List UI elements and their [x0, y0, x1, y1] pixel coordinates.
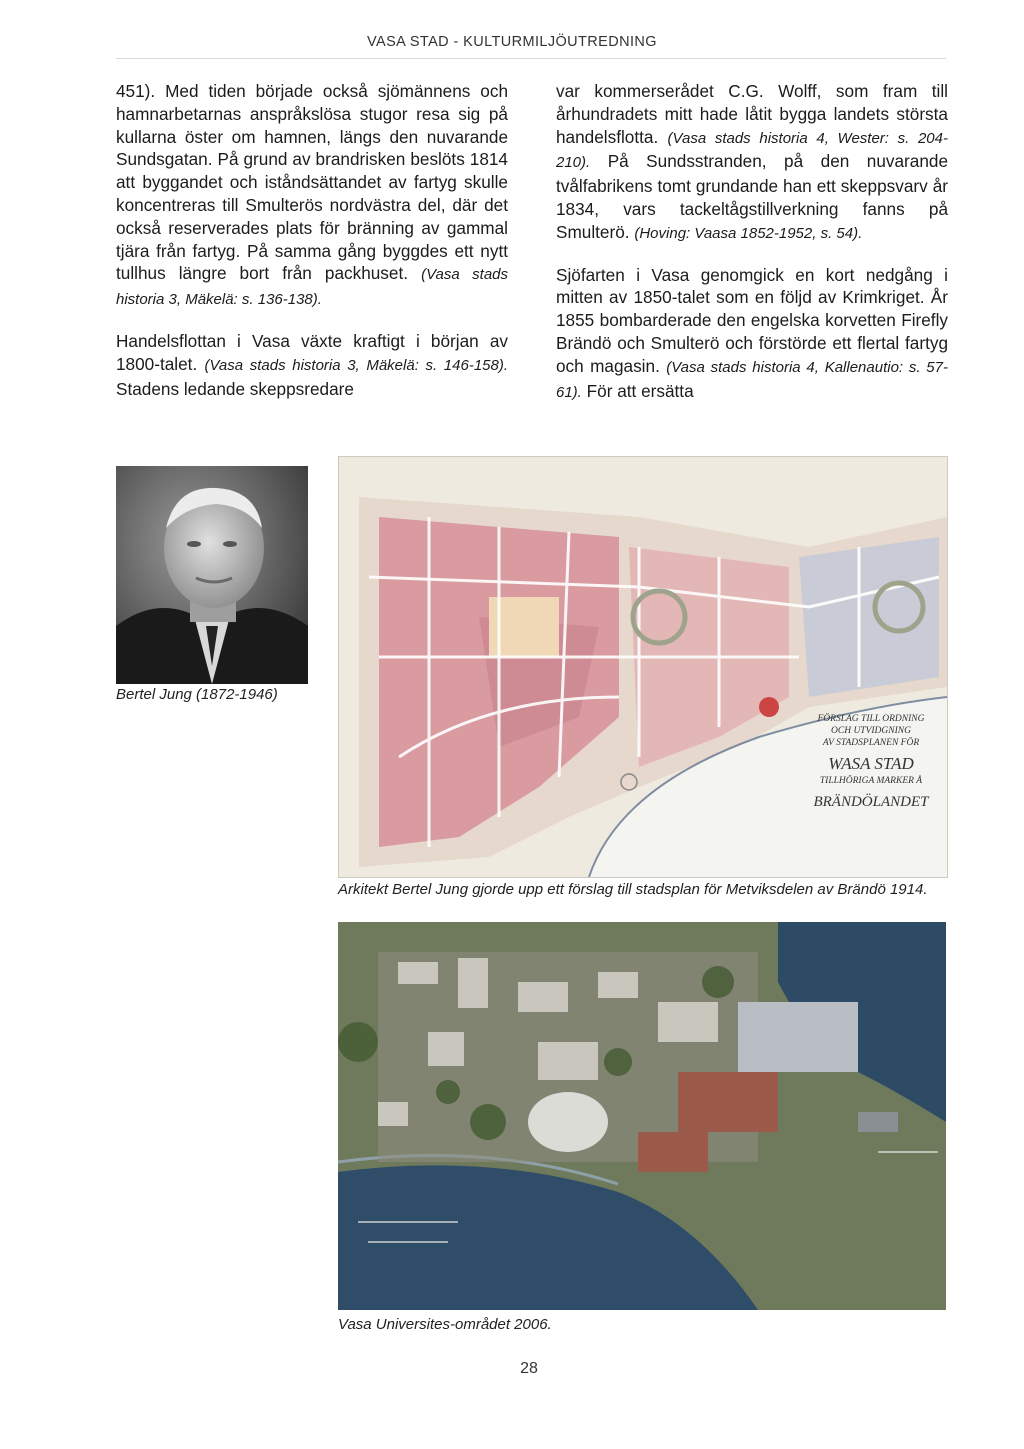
body-text: För att ersätta	[586, 380, 694, 401]
paragraph	[116, 80, 508, 312]
body-text: Handelsflottan i Vasa växte kraftigt i början av 1800-talet.	[116, 330, 508, 374]
citation: (Vasa stads historia 3, Mäkelä: s. 136-138).	[116, 266, 508, 309]
map-legend-title: WASA STAD	[828, 754, 914, 773]
map-legend-line: FÖRSLAG TILL ORDNING	[817, 714, 925, 724]
right-text-column	[556, 80, 948, 422]
aerial-caption: Vasa Universites-området 2006.	[338, 1316, 552, 1333]
map-legend	[801, 713, 941, 813]
aerial-illustration	[338, 922, 946, 1310]
map-caption: Arkitekt Bertel Jung gjorde upp ett förslag till stadsplan för Metviksdelen av Brändö 1914.	[338, 881, 928, 898]
map-illustration	[339, 457, 947, 877]
citation: (Vasa stads historia 4, Wester: s. 204-210).	[556, 129, 948, 172]
map-legend-line: TILLHÖRIGA MARKER Å	[819, 776, 923, 786]
map-legend-title: BRÄNDÖLANDET	[813, 794, 929, 810]
running-header: VASA STAD - KULTURMILJÖUTREDNING	[367, 34, 657, 50]
left-text-column	[116, 80, 508, 418]
header-rule	[116, 58, 946, 59]
paragraph	[556, 80, 948, 246]
portrait-photo	[116, 466, 308, 684]
map-legend-line: OCH UTVIDGNING	[831, 726, 911, 736]
town-plan-map	[338, 456, 948, 878]
body-text: 451). Med tiden började också sjömännens och hamnarbetarnas anspråkslösa stugor resa sig på kullarna öster om hamnen, längs den nuvarande Sundsgatan. På grund av brandrisken beslöts 1814 att byggandet och iståndsättandet av fartyg skulle koncentreras till Smulterös nordvästra del, där det också reserverades plats för bränning av gammal tjära från fartyg. På samma gång byggdes ett nytt tullhus längre bort från packhuset.	[116, 81, 508, 284]
portrait-illustration	[116, 466, 308, 684]
body-text: På Sundsstranden, på den nuvarande tvålfabrikens tomt grundande han ett skeppsvarv år 1834, vars tackeltågstillverkning fanns på Smulterö.	[556, 151, 949, 242]
map-legend-line: AV STADSPLANEN FÖR	[822, 738, 920, 748]
body-text: Stadens ledande skeppsredare	[116, 378, 354, 399]
citation: (Hoving: Vaasa 1852-1952, s. 54).	[634, 224, 863, 242]
paragraph	[556, 264, 948, 405]
citation: (Vasa stads historia 4, Kallenautio: s. 57-61).	[556, 358, 948, 401]
body-text: Sjöfarten i Vasa genomgick en kort nedgång i mitten av 1850-talet som en följd av Krimkriget. År 1855 bombarderade den engelska korvetten Firefly Brändö och Smulterö och förstörde ett flertal fartyg och magasin.	[556, 264, 948, 376]
body-text: var kommerserådet C.G. Wolff, som fram till århundradets mitt hade låtit bygga landets största handelsflotta.	[556, 81, 948, 147]
aerial-photo	[338, 922, 946, 1310]
portrait-caption: Bertel Jung (1872-1946)	[116, 686, 278, 703]
citation: (Vasa stads historia 3, Mäkelä: s. 146-158).	[204, 356, 509, 374]
page-number: 28	[520, 1360, 538, 1377]
paragraph	[116, 330, 508, 400]
